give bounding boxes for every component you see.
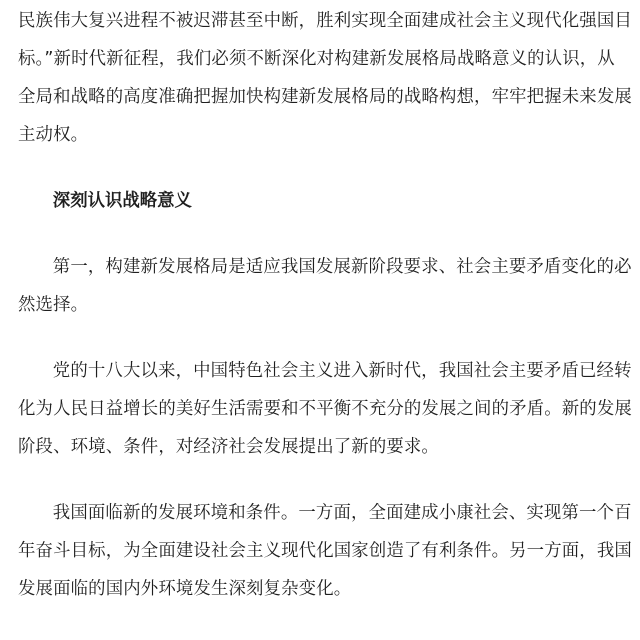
text-line: 标。”新时代新征程，我们必须不断深化对构建新发展格局战略意义的认识，从	[18, 49, 615, 69]
text-line: 化为人民日益增长的美好生活需要和不平衡不充分的发展之间的矛盾。新的发展	[18, 399, 632, 419]
text-line: 我国面临新的发展环境和条件。一方面，全面建成小康社会、实现第一个百	[52, 503, 632, 523]
text-line: 阶段、环境、条件，对经济社会发展提出了新的要求。	[18, 437, 439, 457]
text-line: 全局和战略的高度准确把握加快构建新发展格局的战略构想，牢牢把握未来发展	[18, 87, 632, 107]
context-paragraph	[18, 352, 632, 466]
text-line: 主动权。	[18, 125, 89, 145]
text-line: 然选择。	[18, 295, 89, 315]
intro-paragraph	[18, 0, 632, 154]
environment-paragraph	[18, 494, 632, 608]
article-body	[18, 0, 632, 636]
point-one-paragraph	[18, 248, 632, 324]
section-heading: 深刻认识战略意义	[52, 191, 192, 211]
text-line: 年奋斗目标，为全面建设社会主义现代化国家创造了有利条件。另一方面，我国	[18, 541, 632, 561]
text-line: 发展面临的国内外环境发生深刻复杂变化。	[18, 579, 352, 599]
text-line: 党的十八大以来，中国特色社会主义进入新时代，我国社会主要矛盾已经转	[52, 361, 632, 381]
text-line: 第一，构建新发展格局是适应我国发展新阶段要求、社会主要矛盾变化的必	[52, 257, 632, 277]
text-line: 民族伟大复兴进程不被迟滞甚至中断，胜利实现全面建成社会主义现代化强国目	[18, 11, 632, 31]
